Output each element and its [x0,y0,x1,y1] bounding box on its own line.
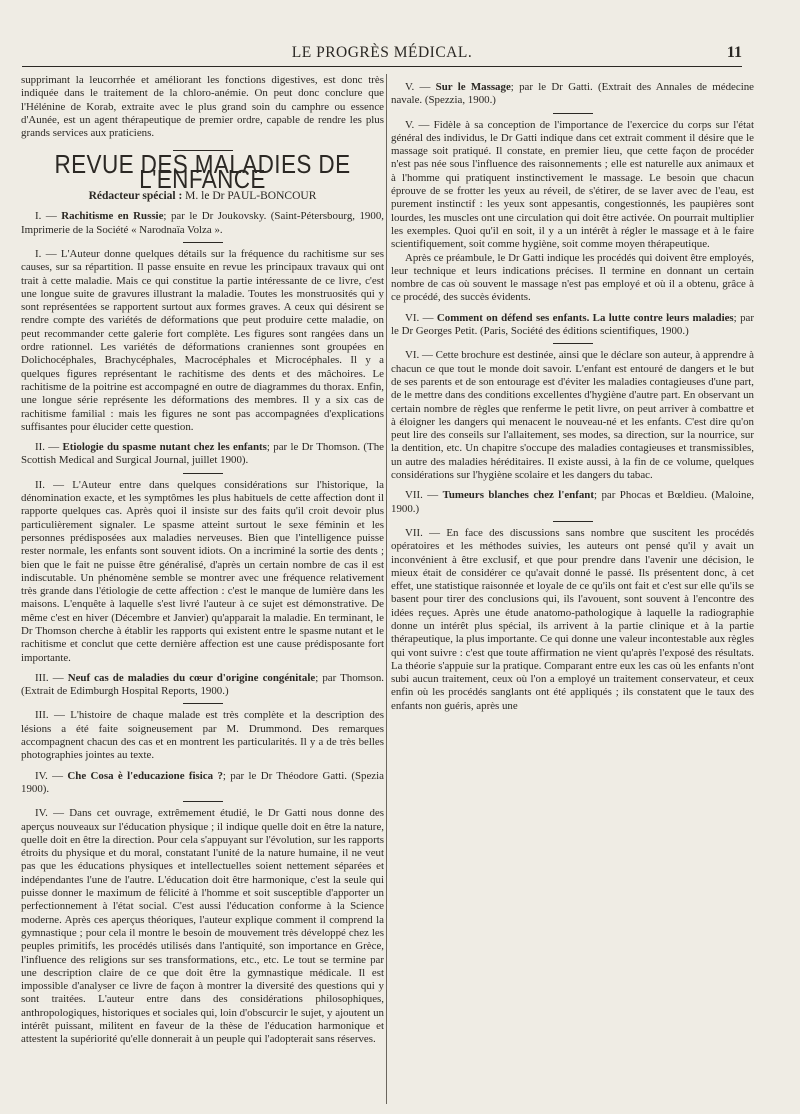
separator-rule [553,521,593,522]
article-title: Tumeurs blanches chez l'enfant [442,489,594,502]
article-body: Après ce préambule, le Dr Gatti indique les procédés qui doivent être employés, leur technique et leurs indications précises. Il termine en donnant un certain nombre de cas où souvent le massage n'est pas employé et où il a obtenu, grâce à ce procédé, des succès évidents. [391,251,754,304]
page-number: 11 [726,44,742,61]
section-title: REVUE DES MALADIES DE L'ENFANCE [54,150,351,195]
article-body: V. — Fidèle à sa conception de l'importance de l'exercice du corps sur l'état général des individus, le Dr Gatti indique dans cet extrait comment il désire que le massage soit pratiqué. Il constate, en premier lieu, que cette façon de procéder n'est pas née sous l'influence des raisonnements ; elle est naturelle aux animaux et à l'homme qui pratiquent instinctivement le massage. Le besoin que chacun éprouve de se frotter les yeux au réveil, de s'étirer, de se laver avec de l'eau, est purement instinctif : les yeux sont appesantis, congestionnés, les paupières sont lourdes, les muscles ont une circulation qui doit être activée. On pourrait multiplier les exemples. Quoi qu'il en soit, il y a un intérêt à régler le massage et à le faire scientifiquement, soit comme hygiène, soit comme moyen thérapeutique. [391,118,754,251]
separator-rule [553,343,593,344]
article-number: VII. — [405,489,439,502]
article-title: Etiologie du spasme nutant chez les enfants [62,441,267,454]
article-reference: ; par Phocas et Bœldieu. (Maloine, 1900.) [391,489,754,515]
article-body: VII. — En face des discussions sans nombre que suscitent les procédés opératoires et les méthodes suivies, les auteurs ont pensé qu'il y avait un inconvénient à être exclusif, et que pour prendre dans l'avenir une décision, le mieux était de considérer ce qu'avait donné le passé. Ils présentent donc, à cet effet, une statistique raisonnée et loyale de ce qu'ils ont fait et c'est sur elle qu'ils se basent pour tirer des conclusions qui, ils l'avouent, sont souvent à l'encontre des idées reçues. Après une étude anatomo-pathologique à laquelle la radiographie donne un intérêt plus spécial, ils arrivent à la partie clinique et à la partie thérapeutique, la plus importante. Ce qui donne une valeur incontestable aux règles qui vont suivre : c'est que toute affirmation ne vient qu'après l'exposé des résultats. La théorie s'appuie sur la pratique. Comparant entre eux les cas où les enfants n'ont subi aucun traitement, ceux où l'on a employé un traitement conservateur, et ceux enfin où les procédés sanglants ont été appliqués ; ils constatent que le taux des enfants non guéris, après une [391,526,754,712]
article-title: Che Cosa è l'educazione fisica ? [67,769,223,782]
article-reference: ; par le Dr Thomson. (The Scottish Medical and Surgical Journal, juillet 1900). [21,441,384,467]
separator-rule [553,113,593,114]
article-reference: ; par le Dr Georges Petit. (Paris, Société des éditions scientifiques, 1900.) [391,311,754,338]
article-title: Rachitisme en Russie [61,210,164,223]
article-heading [21,441,384,468]
separator-rule [183,473,223,474]
article-title: Sur le Massage [435,81,511,93]
article-body: VI. — Cette brochure est destinée, ainsi que le déclare son auteur, à apprendre à chacun ce que tout le monde doit savoir. L'enfant est entouré de dangers et le but de ses parents et de son entourage est d'éviter les maladies contagieuses d'une part, de le mettre dans des conditions excellentes d'hygiène d'autre part. En observant un certain nombre de règles que renferme le petit livre, on peut arriver à combattre et à éloigner les dangers qui menacent le nouveau-né et les enfants. C'est dire qu'on peut lire des conseils sur l'allaitement, ses modes, sa direction, sur la nourrice, sur la dentition, etc. Un chapitre s'occupe des maladies contagieuses et transmissibles, un autre des maladies héréditaires. Il existe aussi, à la fin de ce volume, quelques considérations sur l'hygiène scolaire et les dangers du tabac. [391,349,754,482]
separator-rule [183,242,223,243]
article-heading [391,489,754,516]
article-heading [21,770,384,797]
separator-rule [183,703,223,704]
article-number: VI. — [405,311,434,324]
article-title: Comment on défend ses enfants. La lutte contre leurs maladies [436,311,734,324]
article-reference: ; par le Dr Théodore Gatti. (Spezia 1900). [21,769,384,795]
article-body: III. — L'histoire de chaque malade est très complète et la description des lésions a été faite soigneusement par M. Drummond. Des remarques accompagnent chacun des cas et en montrent les particularités. Il y a de très belles photographies jointes au texte. [21,709,384,762]
right-column [391,74,754,1104]
article-heading [21,210,384,237]
article-heading [391,81,754,108]
article-reference: ; par Thomson. (Extrait de Edimburgh Hospital Reports, 1900.) [21,671,384,698]
article-reference: ; par le Dr Gatti. (Extrait des Annales de médecine navale. (Spezzia, 1900.) [391,81,754,107]
article-number: IV. — [35,769,64,782]
running-header [22,42,742,67]
intro-paragraph: supprimant la leucorrhée et améliorant les fonctions digestives, est donc très indiquée dans le traitement de la chloro-anémie. On peut donc conclure que l'Hélénine de Korab, extraite avec le plus grand soin du camphre ou essence d'Aunée, est un agent thérapeutique de premier ordre, capable de rendre les plus grands services aux praticiens. [21,74,384,140]
article-number: I. — [35,210,57,223]
column-divider [386,74,387,1104]
article-number: III. — [35,671,64,684]
article-reference: ; par le Dr Joukovsky. (Saint-Pétersbourg, 1900, Imprimerie de la Société « Narodnaïa Volza ». [21,210,384,236]
separator-rule [183,801,223,802]
article-body: II. — L'Auteur entre dans quelques considérations sur l'historique, la dénomination exacte, et les symptômes les plus habituels de cette affection dont il rapporte quelques cas. Après quoi il insiste sur des faits qu'il croit devoir plus particulièrement signaler. Le spasme atteint surtout le sexe féminin et les personnes prédisposées aux maladies nerveuses. Bien que l'intelligence puisse rester normale, les enfants sont souvent idiots. On a incriminé la sortie des dents ; bien que le fait ne puisse être généralisé, d'après un certain nombre de cas il est indiscutable. Un phénomène semble se montrer avec une fréquence relativement très grande dans l'étiologie de cette affection : c'est le manque de lumière dans les maisons. L'enquête à laquelle s'est livré l'auteur à ce sujet est démonstrative. De même c'est en hiver (Décembre et Janvier) qu'apparait la maladie. En terminant, le Dr Thomson cherche à établir les rapports qui existent entre le spasme nutant et le rachitisme et conclut que cette dernière affection est une cause prédisposante fort importante. [21,478,384,664]
article-heading [21,672,384,699]
article-body: I. — L'Auteur donne quelques détails sur la fréquence du rachitisme sur ses causes, sur sa répartition. Il passe ensuite en revue les principaux travaux qui ont trait à cette maladie. Mais ce qui constitue la partie intéressante de ce livre, c'est une longue suite de gravures illustrant la maladie. Toutes les monstruosités qui y sont représentées se rapportent surtout aux formes graves. A ceux qui désirent se rendre compte des variétés de déformations que peut produire cette maladie, on peut recommander cette galerie fort complète. Les figures sont rangées dans un ordre rationnel. Les variétés de déformations craniennes sont groupées en Dolichocéphales, Brachycéphales, Macrocéphales et Microcéphales. Il y a quelques figures représentant le rachitisme des dents et des mâchoires. Le rachitisme de la poitrine est accompagné en outre de diagrammes du thorax. Enfin, une longue série représente les déformations des membres. Il y a six cas de rachitisme familial : mais les figures ne sont pas accompagnées d'explications suffisantes pour élucider cette question. [21,247,384,433]
article-number: II. — [35,441,60,454]
article-title: Neuf cas de maladies du cœur d'origine congénitale [67,671,316,684]
article-number: V. — [405,81,431,93]
journal-title: LE PROGRÈS MÉDICAL. [291,44,473,61]
editor-label: Rédacteur spécial : [88,190,183,203]
left-column [21,74,384,1104]
article-body: IV. — Dans cet ouvrage, extrêmement étudié, le Dr Gatti nous donne des aperçus nouveaux sur l'éducation physique ; il indique quelle doit en être la nature, quelle doit en être la direction. Pour cela s'appuyant sur l'évolution, sur les rapports étroits du physique et du moral, constatant l'unité de la nature humaine, il ne veut pas que les éducations physiques et intellectuelles soient nettement séparées et indépendantes l'une de l'autre. L'éducation doit être harmonique, c'est la seule qui puisse donner le maximum de félicité à l'homme et soit susceptible d'apporter un perfectionnement à l'état social. C'est aussi l'éducation conforme à la Science moderne. Après ces aperçus théoriques, l'auteur explique comment il comprend la gymnastique ; pour cela il montre le besoin de mouvement très développé chez les peuples primitifs, les procédés utilisés dans l'antiquité, son importance en Grèce, l'influence des religions sur ses transformations, etc., etc. Le tout se termine par une description claire de ce que doit être la gymnastique médicale. Il est impossible d'analyser ce livre de façon à montrer la diversité des questions qui y sont traitées. L'auteur entre dans des considérations philosophiques, anthropologiques, historiques et sociales qui, loin d'obscurcir le sujet, y ajoutent un intérêt puissant, militent en faveur de la thèse de l'éducation harmonique et attestent la supériorité qu'elle donnerait à un peuple qui l'adopterait sans réserves. [21,807,384,1046]
editor-name: M. le Dr PAUL-BONCOUR [185,190,317,203]
article-heading [391,312,754,339]
